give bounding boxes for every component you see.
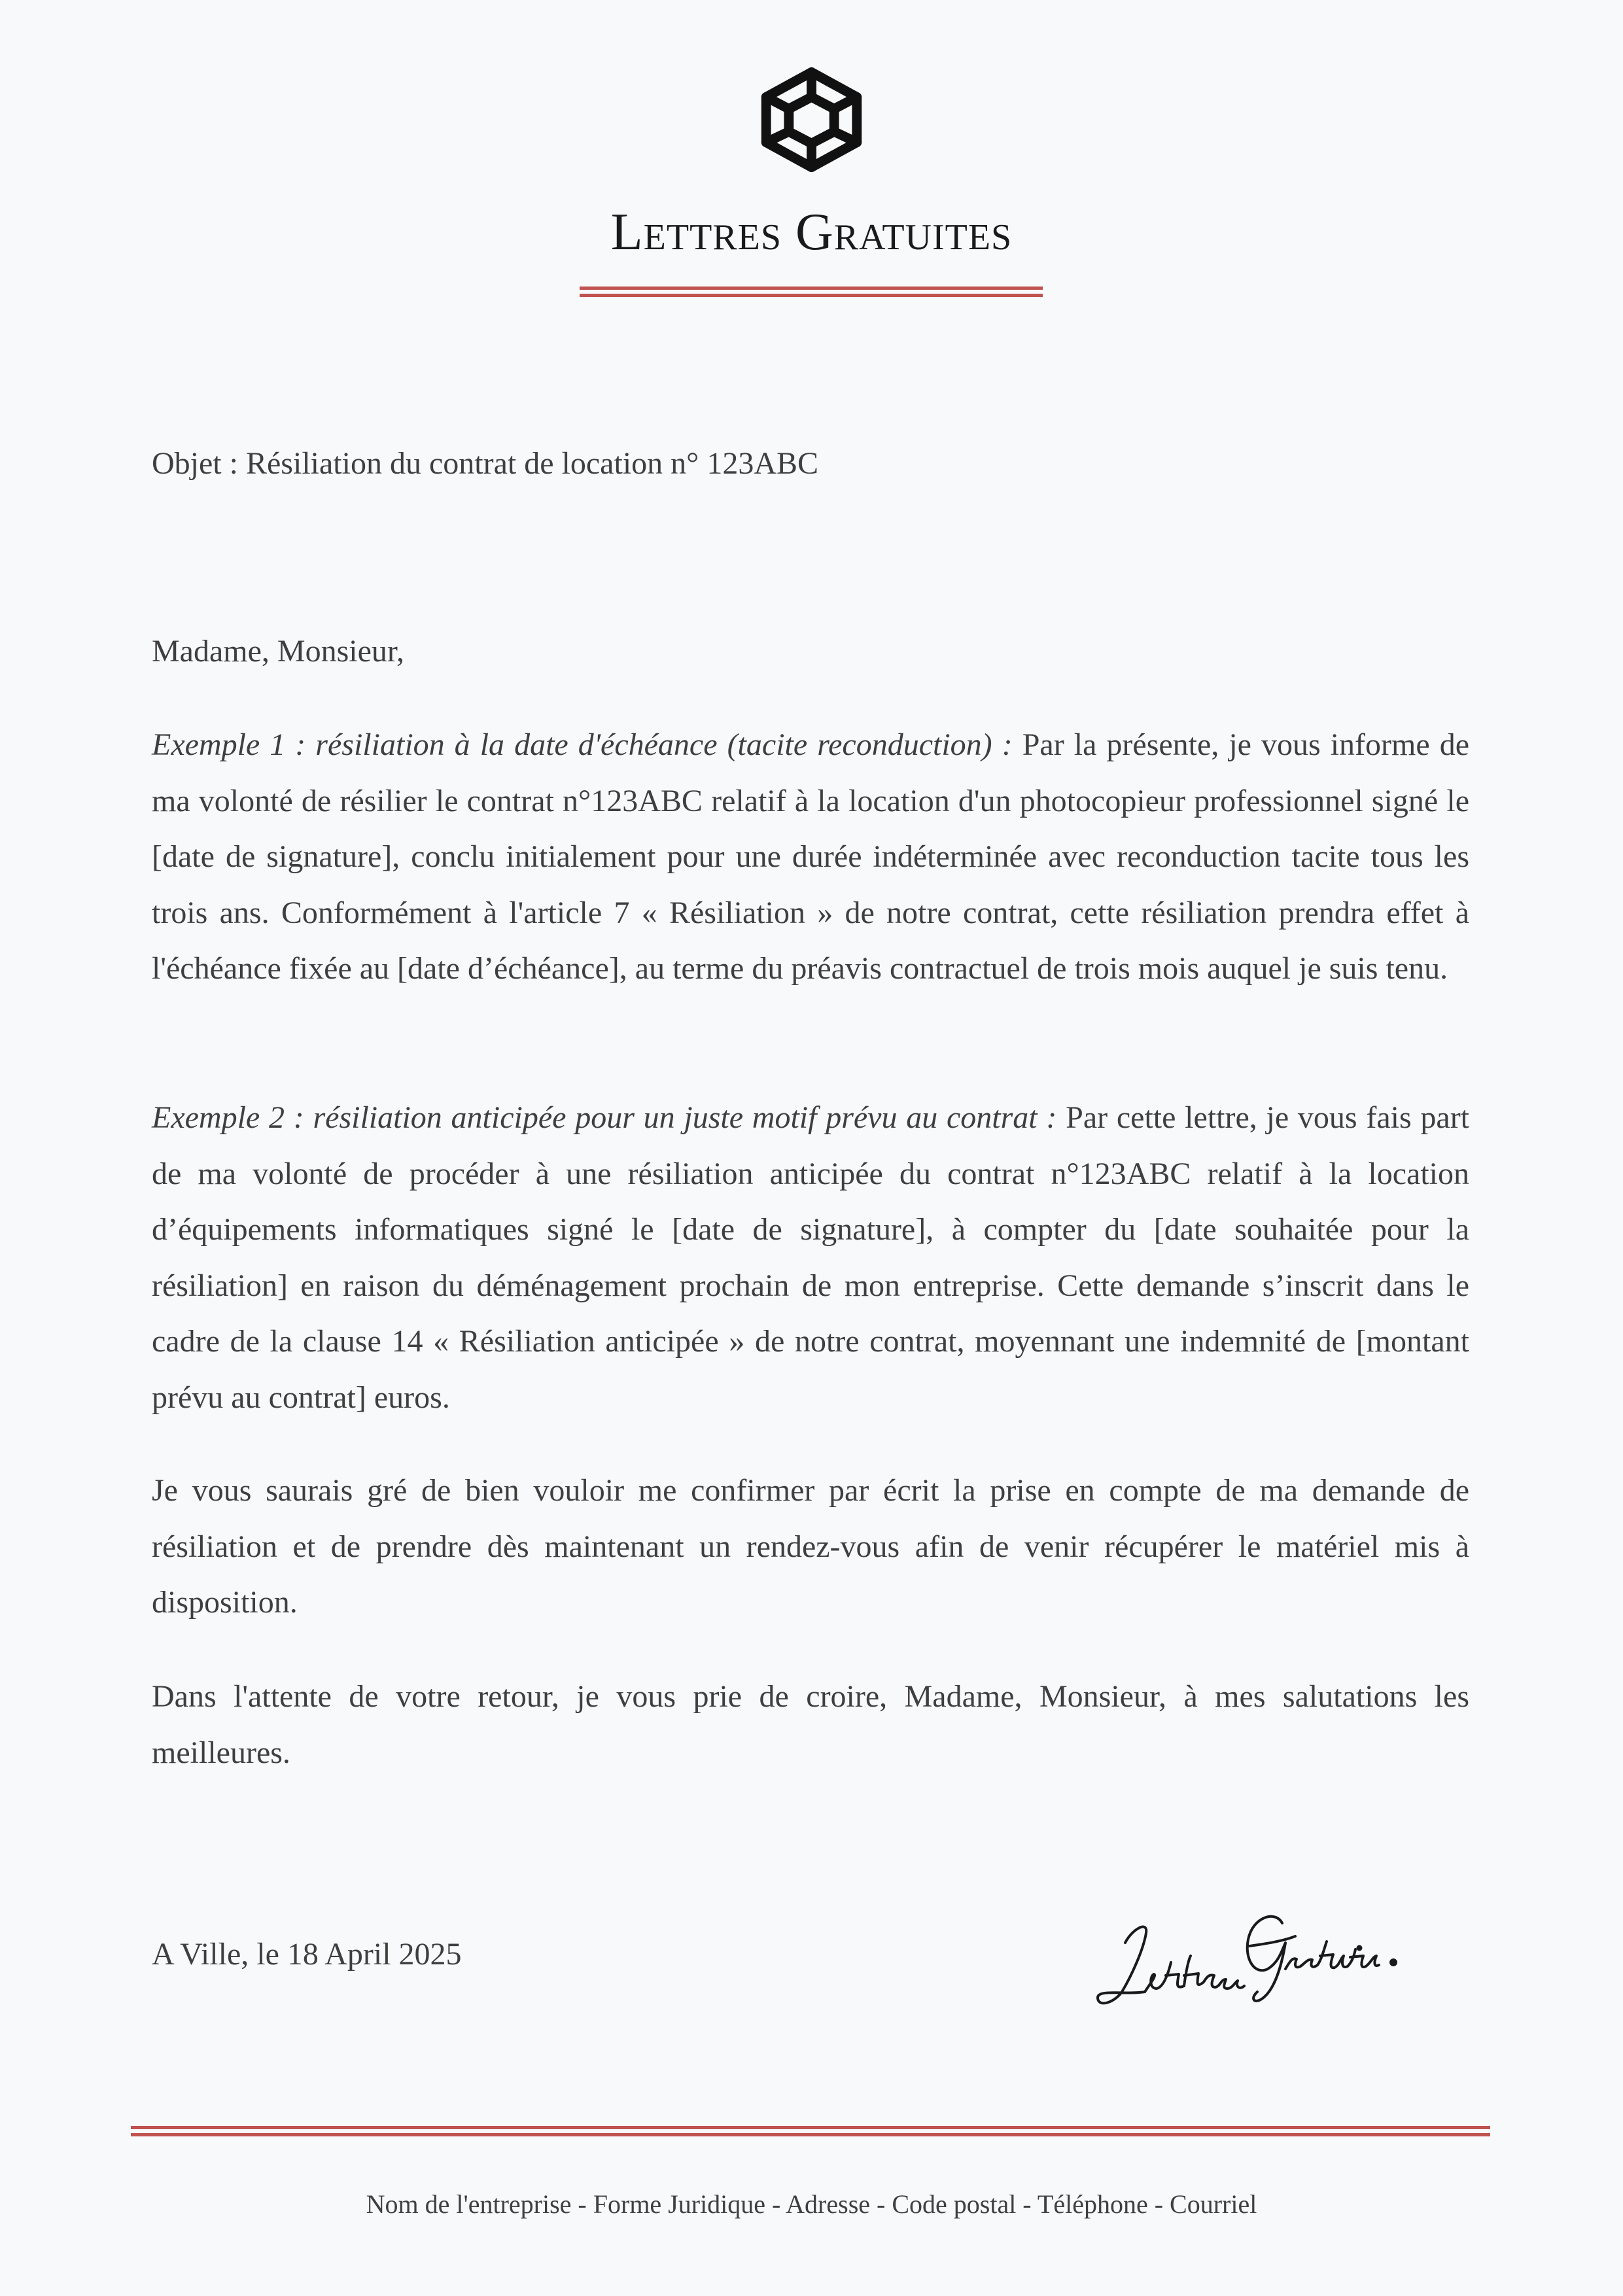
request-paragraph: Je vous saurais gré de bien vouloir me confirmer par écrit la prise en compte de ma demande de résiliation et de prendre dès maintenant un rendez-vous afin de venir récupérer le matériel mis à disposition. [152, 1473, 1469, 1620]
cube-outline-icon [758, 64, 865, 175]
example-1-paragraph [152, 717, 1469, 997]
place-and-date: A Ville, le 18 April 2025 [152, 1937, 462, 1972]
example-2-label: Exemple 2 : résiliation anticipée pour un juste motif prévu au contrat : [152, 1100, 1057, 1135]
brand-rule-bottom [580, 294, 1043, 297]
letterhead [0, 0, 1623, 314]
example-2-text: Par cette lettre, je vous fais part de ma volonté de procéder à une résiliation anticipée du contrat n°123ABC relatif à la location d’équipements informatiques signé le [date de signature], à compter du [date souhaitée pour la résiliation] en raison du déménagement prochain de mon entreprise. Cette demande s’inscrit dans le cadre de la clause 14 « Résiliation anticipée » de notre contrat, moyennant une indemnité de [montant prévu au contrat] euros. [152, 1100, 1470, 1415]
footer-rule-bottom [131, 2133, 1490, 2136]
handwritten-signature [1086, 1884, 1426, 2028]
footer-rule-top [131, 2126, 1490, 2129]
letter-salutation: Madame, Monsieur, [152, 634, 404, 669]
brand-name: Lettres Gratuites [610, 203, 1013, 261]
example-2-paragraph [152, 1090, 1469, 1425]
example-1-label: Exemple 1 : résiliation à la date d'échéance (tacite reconduction) : [152, 727, 1013, 762]
footer-company-info: Nom de l'entreprise - Forme Juridique - Adresse - Code postal - Téléphone - Courriel [366, 2189, 1257, 2219]
closing-paragraph: Dans l'attente de votre retour, je vous prie de croire, Madame, Monsieur, à mes salutations les meilleures. [152, 1679, 1469, 1770]
letter-subject: Objet : Résiliation du contrat de location n° 123ABC [152, 446, 819, 481]
example-1-text: Par la présente, je vous informe de ma volonté de résilier le contrat n°123ABC relatif à la location d'un photocopieur professionnel signé le [date de signature], conclu initialement pour une durée indéterminée avec reconduction tacite tous les trois ans. Conformément à l'article 7 « Résiliation » de notre contrat, cette résiliation prendra effet à l'échéance fixée au [date d’échéance], au terme du préavis contractuel de trois mois auquel je suis tenu. [152, 727, 1470, 986]
brand-rule-top [580, 287, 1043, 290]
